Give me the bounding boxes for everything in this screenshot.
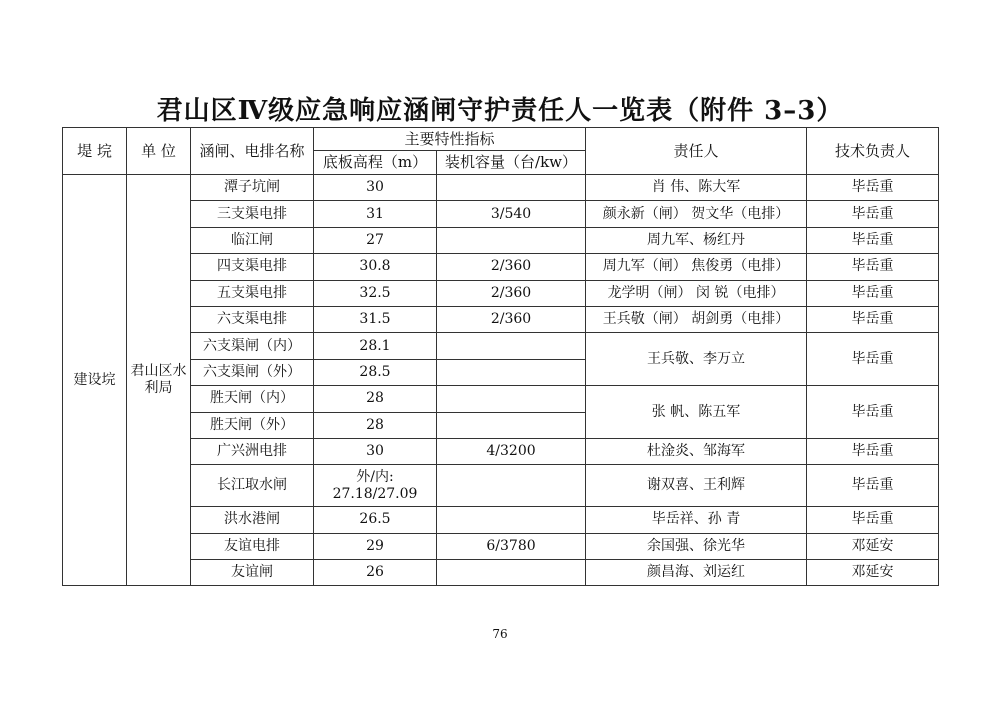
cap-cell (437, 359, 586, 385)
name-cell: 三支渠电排 (191, 201, 314, 227)
name-cell: 胜天闸（外） (191, 412, 314, 438)
unit-cell: 君山区水利局 (127, 175, 191, 586)
elev-cell: 26.5 (314, 507, 437, 533)
name-cell: 广兴洲电排 (191, 438, 314, 464)
header-name: 涵闸、电排名称 (191, 128, 314, 175)
elev-cell: 32.5 (314, 280, 437, 306)
table-row (63, 306, 939, 332)
resp-cell: 王兵敬、李万立 (586, 333, 807, 386)
resp-cell: 颜永新（闸） 贺文华（电排） (586, 201, 807, 227)
elev-cell: 28.1 (314, 333, 437, 359)
tech-cell: 邓延安 (807, 560, 939, 586)
name-cell: 洪水港闸 (191, 507, 314, 533)
tech-cell: 毕岳重 (807, 465, 939, 507)
elev-cell: 29 (314, 533, 437, 559)
resp-cell: 周九军（闸） 焦俊勇（电排） (586, 254, 807, 280)
cap-cell: 3/540 (437, 201, 586, 227)
tech-cell: 毕岳重 (807, 227, 939, 253)
elev-cell: 26 (314, 560, 437, 586)
elev-cell: 30 (314, 438, 437, 464)
tech-cell: 毕岳重 (807, 386, 939, 439)
table-row (63, 254, 939, 280)
resp-cell: 余国强、徐光华 (586, 533, 807, 559)
resp-cell: 杜淦炎、邹海军 (586, 438, 807, 464)
name-cell: 六支渠闸（内） (191, 333, 314, 359)
name-cell: 四支渠电排 (191, 254, 314, 280)
table-row (63, 333, 939, 359)
header-dike: 堤 垸 (63, 128, 127, 175)
tech-cell: 毕岳重 (807, 507, 939, 533)
resp-cell: 肖 伟、陈大军 (586, 175, 807, 201)
elev-cell: 28.5 (314, 359, 437, 385)
header-tech: 技术负责人 (807, 128, 939, 175)
responsibility-table (62, 127, 939, 586)
name-cell: 六支渠闸（外） (191, 359, 314, 385)
resp-cell: 龙学明（闸） 闵 锐（电排） (586, 280, 807, 306)
cap-cell: 2/360 (437, 306, 586, 332)
elev-cell: 30 (314, 175, 437, 201)
elev-cell: 28 (314, 386, 437, 412)
elev-cell: 30.8 (314, 254, 437, 280)
tech-cell: 毕岳重 (807, 254, 939, 280)
cap-cell: 2/360 (437, 254, 586, 280)
header-unit: 单 位 (127, 128, 191, 175)
cap-cell (437, 507, 586, 533)
cap-cell (437, 560, 586, 586)
name-cell: 六支渠电排 (191, 306, 314, 332)
table-row (63, 560, 939, 586)
table-row (63, 438, 939, 464)
header-key-specs: 主要特性指标 (314, 128, 586, 151)
name-cell: 友谊闸 (191, 560, 314, 586)
table-row (63, 507, 939, 533)
table-row (63, 201, 939, 227)
name-cell: 友谊电排 (191, 533, 314, 559)
cap-cell (437, 333, 586, 359)
cap-cell (437, 175, 586, 201)
cap-cell (437, 412, 586, 438)
header-responsible: 责任人 (586, 128, 807, 175)
table-row (63, 227, 939, 253)
resp-cell: 谢双喜、王利辉 (586, 465, 807, 507)
dike-cell: 建设垸 (63, 175, 127, 586)
header-floor-elevation: 底板高程（m） (314, 151, 437, 175)
table-row (63, 386, 939, 412)
cap-cell: 2/360 (437, 280, 586, 306)
tech-cell: 毕岳重 (807, 280, 939, 306)
tech-cell: 毕岳重 (807, 175, 939, 201)
resp-cell: 毕岳祥、孙 青 (586, 507, 807, 533)
name-cell: 潭子坑闸 (191, 175, 314, 201)
tech-cell: 毕岳重 (807, 438, 939, 464)
page-number: 76 (492, 627, 508, 641)
resp-cell: 王兵敬（闸） 胡剑勇（电排） (586, 306, 807, 332)
cap-cell (437, 465, 586, 507)
elev-cell: 27 (314, 227, 437, 253)
tech-cell: 毕岳重 (807, 306, 939, 332)
elev-cell: 31.5 (314, 306, 437, 332)
resp-cell: 颜昌海、刘运红 (586, 560, 807, 586)
elev-cell: 31 (314, 201, 437, 227)
table-row (63, 465, 939, 507)
elev-cell: 外/内: 27.18/27.09 (314, 465, 437, 507)
table-row (63, 280, 939, 306)
name-cell: 临江闸 (191, 227, 314, 253)
resp-cell: 周九军、杨红丹 (586, 227, 807, 253)
resp-cell: 张 帆、陈五军 (586, 386, 807, 439)
elev-cell: 28 (314, 412, 437, 438)
cap-cell: 4/3200 (437, 438, 586, 464)
table-row (63, 175, 939, 201)
cap-cell: 6/3780 (437, 533, 586, 559)
tech-cell: 毕岳重 (807, 201, 939, 227)
tech-cell: 毕岳重 (807, 333, 939, 386)
header-capacity: 装机容量（台/kw） (437, 151, 586, 175)
cap-cell (437, 227, 586, 253)
name-cell: 长江取水闸 (191, 465, 314, 507)
table-row (63, 533, 939, 559)
name-cell: 胜天闸（内） (191, 386, 314, 412)
name-cell: 五支渠电排 (191, 280, 314, 306)
tech-cell: 邓延安 (807, 533, 939, 559)
cap-cell (437, 386, 586, 412)
page-title: 君山区Ⅳ级应急响应涵闸守护责任人一览表（附件 3–3） (156, 96, 844, 126)
